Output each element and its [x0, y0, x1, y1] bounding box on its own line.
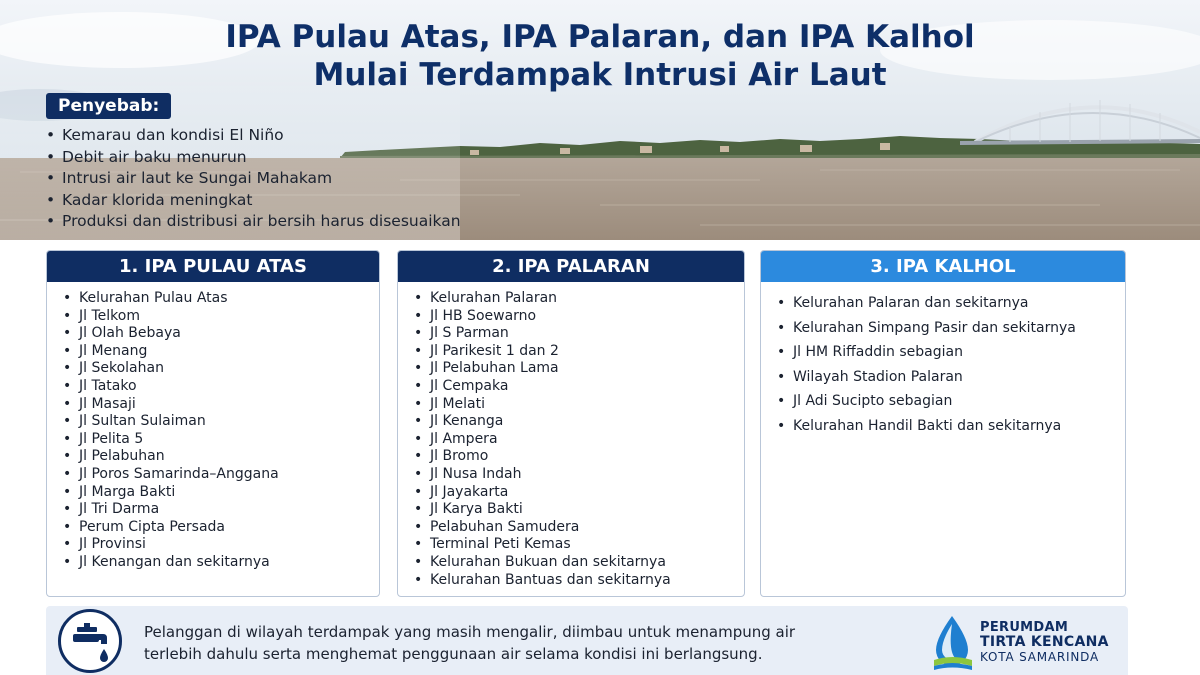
list-item: • Jl Karya Bakti: [414, 501, 744, 519]
list-item: • Perum Cipta Persada: [63, 519, 379, 537]
list-item: • Terminal Peti Kemas: [414, 536, 744, 554]
card-ipa-palaran: [397, 250, 745, 597]
list-item: • Kelurahan Bantuas dan sekitarnya: [414, 572, 744, 590]
customer-notice: [144, 621, 796, 665]
list-item: • Jl HM Riffaddin sebagian: [777, 340, 1125, 365]
list-item: • Kelurahan Simpang Pasir dan sekitarnya: [777, 316, 1125, 341]
list-item: • Kelurahan Bukuan dan sekitarnya: [414, 554, 744, 572]
list-item: • Jl Bromo: [414, 448, 744, 466]
list-item: • Jl Pelita 5: [63, 431, 379, 449]
list-item: • Jl Adi Sucipto sebagian: [777, 389, 1125, 414]
cause-item: • Kemarau dan kondisi El Niño: [46, 125, 461, 147]
causes-label: Penyebab:: [46, 93, 171, 119]
water-tap-icon: [58, 609, 122, 673]
list-item: • Jl Sultan Sulaiman: [63, 413, 379, 431]
list-item: • Jl Telkom: [63, 308, 379, 326]
list-item: • Jl Ampera: [414, 431, 744, 449]
list-item: • Jl Pelabuhan: [63, 448, 379, 466]
card-ipa-kalhol: [760, 250, 1126, 597]
list-item: • Pelabuhan Samudera: [414, 519, 744, 537]
notice-line-1: Pelanggan di wilayah terdampak yang masih mengalir, diimbau untuk menampung air: [144, 623, 796, 641]
list-item: • Wilayah Stadion Palaran: [777, 365, 1125, 390]
logo-line-3: KOTA SAMARINDA: [980, 650, 1099, 664]
list-item: • Jl Cempaka: [414, 378, 744, 396]
notice-line-2: terlebih dahulu serta menghemat penggunaan air selama kondisi ini berlangsung.: [144, 645, 763, 663]
cause-item: • Intrusi air laut ke Sungai Mahakam: [46, 168, 461, 190]
list-item: • Kelurahan Palaran: [414, 290, 744, 308]
logo-line-2: TIRTA KENCANA: [980, 634, 1109, 650]
perumdam-logo: [930, 614, 1120, 672]
title-line-1: IPA Pulau Atas, IPA Palaran, dan IPA Kalhol: [225, 19, 975, 55]
list-item: • Jl Nusa Indah: [414, 466, 744, 484]
list-item: • Jl Melati: [414, 396, 744, 414]
footer-notice-bar: [46, 606, 1128, 675]
list-item: • Kelurahan Pulau Atas: [63, 290, 379, 308]
list-item: • Jl S Parman: [414, 325, 744, 343]
cause-item: • Debit air baku menurun: [46, 147, 461, 169]
list-item: • Jl Provinsi: [63, 536, 379, 554]
list-item: • Jl Jayakarta: [414, 484, 744, 502]
list-item: • Jl HB Soewarno: [414, 308, 744, 326]
list-item: • Jl Poros Samarinda–Anggana: [63, 466, 379, 484]
area-list: [398, 282, 744, 589]
card-title: 1. IPA PULAU ATAS: [47, 251, 379, 282]
cause-item: • Kadar klorida meningkat: [46, 190, 461, 212]
causes-section: [46, 93, 461, 233]
list-item: • Jl Kenanga: [414, 413, 744, 431]
page-title: [0, 18, 1200, 94]
area-list: [761, 282, 1125, 439]
list-item: • Jl Marga Bakti: [63, 484, 379, 502]
logo-text: [980, 620, 1109, 665]
water-drop-logo-icon: [930, 614, 976, 672]
list-item: • Jl Menang: [63, 343, 379, 361]
list-item: • Jl Sekolahan: [63, 360, 379, 378]
list-item: • Jl Kenangan dan sekitarnya: [63, 554, 379, 572]
card-title: 3. IPA KALHOL: [761, 251, 1125, 282]
cause-item: • Produksi dan distribusi air bersih harus disesuaikan: [46, 211, 461, 233]
area-list: [47, 282, 379, 572]
list-item: • Kelurahan Palaran dan sekitarnya: [777, 291, 1125, 316]
card-ipa-pulau-atas: [46, 250, 380, 597]
list-item: • Jl Pelabuhan Lama: [414, 360, 744, 378]
list-item: • Jl Olah Bebaya: [63, 325, 379, 343]
logo-line-1: PERUMDAM: [980, 620, 1069, 635]
list-item: • Jl Parikesit 1 dan 2: [414, 343, 744, 361]
causes-list: [46, 125, 461, 233]
card-title: 2. IPA PALARAN: [398, 251, 744, 282]
list-item: • Jl Tatako: [63, 378, 379, 396]
list-item: • Kelurahan Handil Bakti dan sekitarnya: [777, 414, 1125, 439]
list-item: • Jl Tri Darma: [63, 501, 379, 519]
list-item: • Jl Masaji: [63, 396, 379, 414]
title-line-2: Mulai Terdampak Intrusi Air Laut: [313, 57, 887, 93]
